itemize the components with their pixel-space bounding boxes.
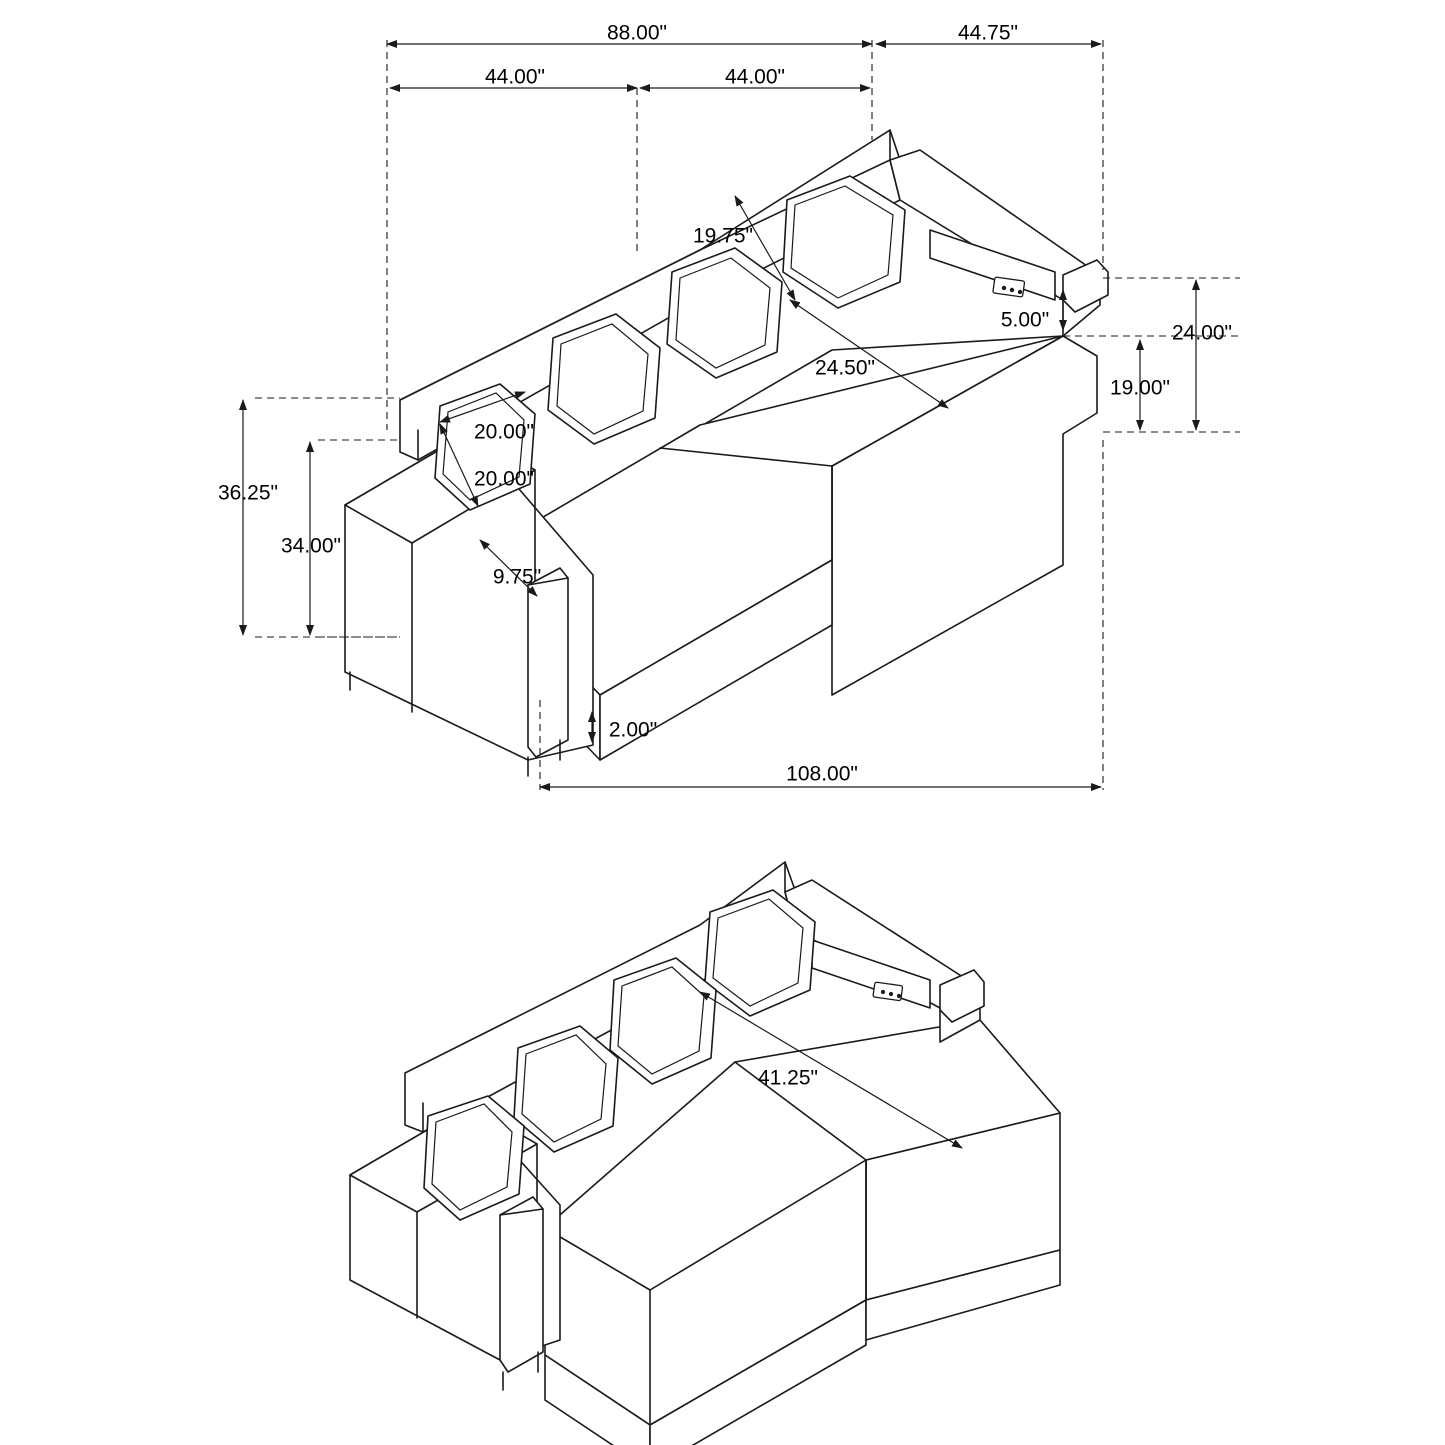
dim-20-width: 20.00" [473, 420, 535, 444]
dim-19-75: 19.75" [692, 224, 754, 248]
dim-44-75: 44.75" [957, 21, 1019, 45]
dim-41-25: 41.25" [757, 1066, 819, 1090]
dim-44-left: 44.00" [484, 65, 546, 89]
dim-24-50: 24.50" [814, 356, 876, 380]
dim-9-75: 9.75" [492, 565, 542, 589]
dim-19: 19.00" [1109, 376, 1171, 400]
dim-44-right: 44.00" [724, 65, 786, 89]
dim-34: 34.00" [280, 534, 342, 558]
dim-88: 88.00" [606, 21, 668, 45]
dim-24: 24.00" [1171, 321, 1233, 345]
dim-108: 108.00" [786, 762, 858, 786]
dim-5: 5.00" [1000, 308, 1050, 332]
dim-2: 2.00" [608, 718, 658, 742]
dim-20-height: 20.00" [473, 467, 535, 491]
lower-bed-illustration [350, 862, 1060, 1445]
dim-36-25: 36.25" [217, 481, 279, 505]
